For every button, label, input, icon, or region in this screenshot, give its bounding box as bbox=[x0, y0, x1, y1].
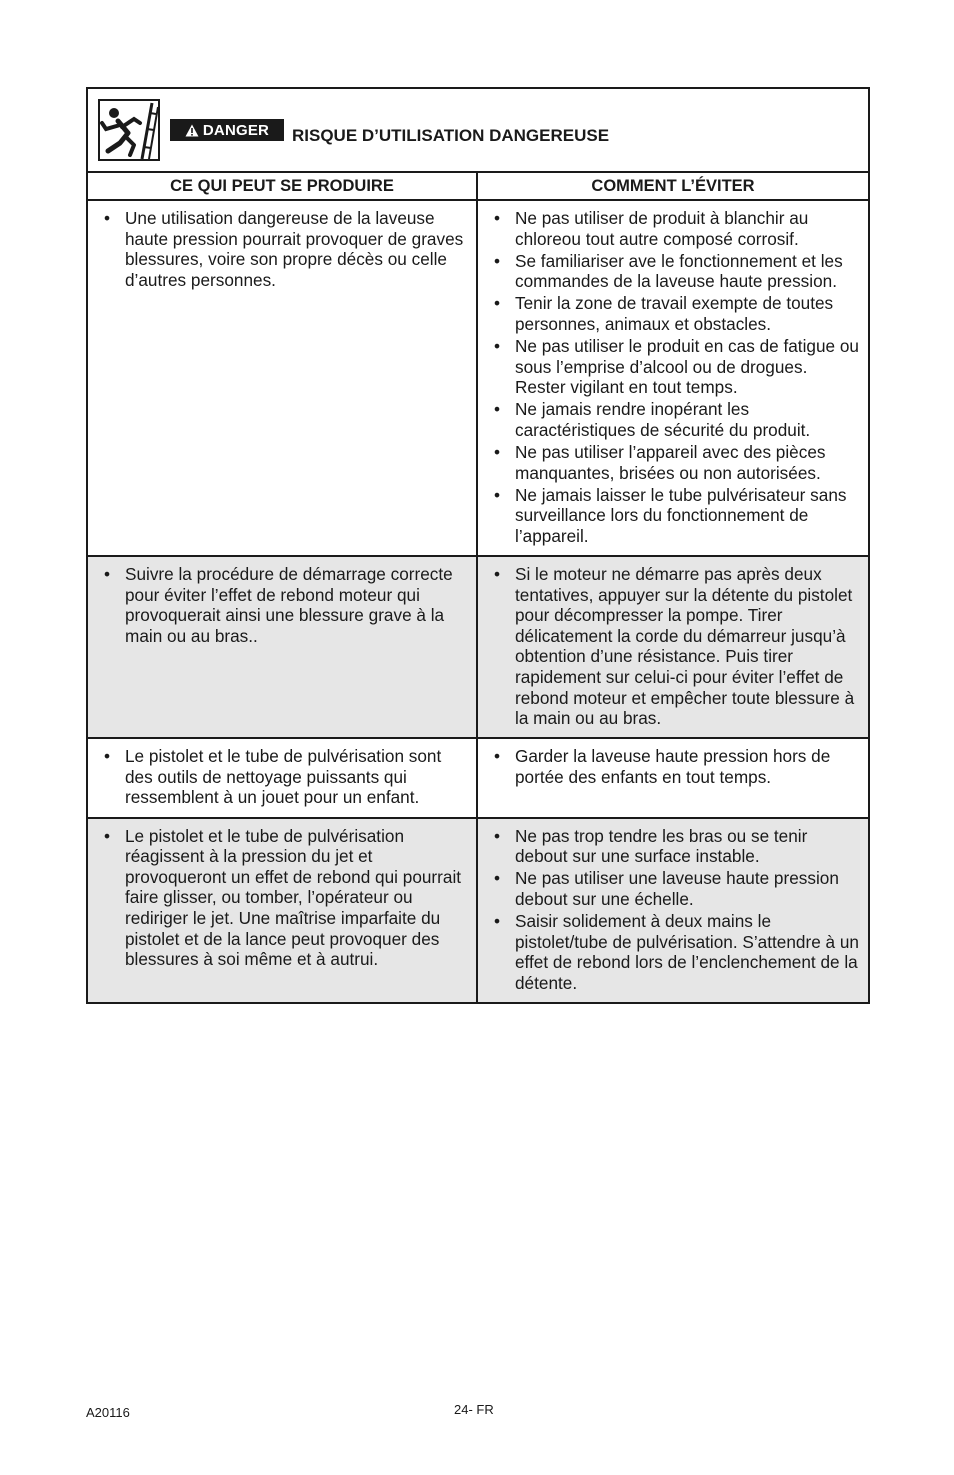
list-item: • Saisir solidement à deux mains le pistolet/tube de pulvérisation. S’attendre à un effet de rebond lors de l’enclenchement de la détente. bbox=[478, 911, 862, 993]
table-row bbox=[88, 818, 868, 1002]
list-item: • Ne jamais laisser le tube pulvérisateur sans surveillance lors du fonctionnement de l’appareil. bbox=[478, 485, 862, 547]
list-item: • Ne pas utiliser de produit à blanchir au chloreou tout autre composé corrosif. bbox=[478, 208, 862, 249]
hazard-cell bbox=[88, 818, 477, 1002]
list-item: • Suivre la procédure de démarrage correcte pour éviter l’effet de rebond moteur qui provoquerait ainsi une blessure grave à la main ou au bras.. bbox=[88, 564, 470, 646]
danger-safety-table bbox=[86, 87, 870, 1004]
bullet-list bbox=[88, 746, 470, 808]
bullet-list bbox=[88, 826, 470, 970]
bullet-list bbox=[478, 746, 862, 787]
list-item: • Le pistolet et le tube de pulvérisation réagissent à la pression du jet et provoqueront un effet de rebond qui pourrait faire glisser, ou tomber, l’opérateur ou rediriger le jet. Une maîtrise imparfaite du pistolet et de la lance peut provoquer des blessures à soi même et à autrui. bbox=[88, 826, 470, 970]
column-header-what-can-happen: CE QUI PEUT SE PRODUIRE bbox=[88, 173, 477, 200]
bullet-list bbox=[478, 826, 862, 994]
table-row bbox=[88, 738, 868, 817]
prevention-cell bbox=[477, 556, 868, 738]
list-item: • Si le moteur ne démarre pas après deux tentatives, appuyer sur la détente du pistolet pour décompresser la pompe. Tirer délicatement la corde du démarreur jusqu’à obtention d’une résistance. Puis tirer rapidement sur celui-ci pour éviter l’effet de rebond moteur et empêcher toute blessure à la main ou au bras. bbox=[478, 564, 862, 729]
list-item: • Une utilisation dangereuse de la laveuse haute pression pourrait provoquer de graves blessures, voire son propre décès ou celle d’autres personnes. bbox=[88, 208, 470, 290]
hazard-cell bbox=[88, 200, 477, 556]
list-item: • Ne pas utiliser une laveuse haute pression debout sur une échelle. bbox=[478, 868, 862, 909]
list-item: • Ne pas utiliser l’appareil avec des pièces manquantes, brisées ou non autorisées. bbox=[478, 442, 862, 483]
hazard-cell bbox=[88, 556, 477, 738]
list-item: • Le pistolet et le tube de pulvérisation sont des outils de nettoyage puissants qui ressemblent à un jouet pour un enfant. bbox=[88, 746, 470, 808]
list-item: • Ne jamais rendre inopérant les caractéristiques de sécurité du produit. bbox=[478, 399, 862, 440]
list-item: • Ne pas utiliser le produit en cas de fatigue ou sous l’emprise d’alcool ou de drogues. Rester vigilant en tout temps. bbox=[478, 336, 862, 398]
prevention-cell bbox=[477, 738, 868, 817]
hazard-title: RISQUE D’UTILISATION DANGEREUSE bbox=[292, 126, 610, 145]
danger-signal-label bbox=[170, 119, 284, 141]
prevention-cell bbox=[477, 818, 868, 1002]
prevention-cell bbox=[477, 200, 868, 556]
table-row bbox=[88, 200, 868, 556]
list-item: • Tenir la zone de travail exempte de toutes personnes, animaux et obstacles. bbox=[478, 293, 862, 334]
column-header-how-to-avoid: COMMENT L’ÉVITER bbox=[477, 173, 868, 200]
bullet-list bbox=[88, 564, 470, 646]
bullet-list bbox=[478, 564, 862, 729]
table-body bbox=[88, 200, 868, 1002]
hazard-cell bbox=[88, 738, 477, 817]
danger-word: DANGER bbox=[202, 121, 270, 139]
list-item: • Garder la laveuse haute pression hors de portée des enfants en tout temps. bbox=[478, 746, 862, 787]
page-number: 24- FR bbox=[454, 1402, 494, 1417]
bullet-list bbox=[88, 208, 470, 290]
slip-fall-hazard-icon bbox=[98, 99, 160, 161]
table-row bbox=[88, 556, 868, 738]
list-item: • Se familiariser ave le fonctionnement et les commandes de la laveuse haute pression. bbox=[478, 251, 862, 292]
list-item: • Ne pas trop tendre les bras ou se tenir debout sur une surface instable. bbox=[478, 826, 862, 867]
hazard-header bbox=[88, 89, 868, 173]
warning-triangle-icon bbox=[185, 124, 199, 137]
hazard-table bbox=[88, 173, 868, 1002]
bullet-list bbox=[478, 208, 862, 547]
document-code: A20116 bbox=[86, 1405, 130, 1420]
